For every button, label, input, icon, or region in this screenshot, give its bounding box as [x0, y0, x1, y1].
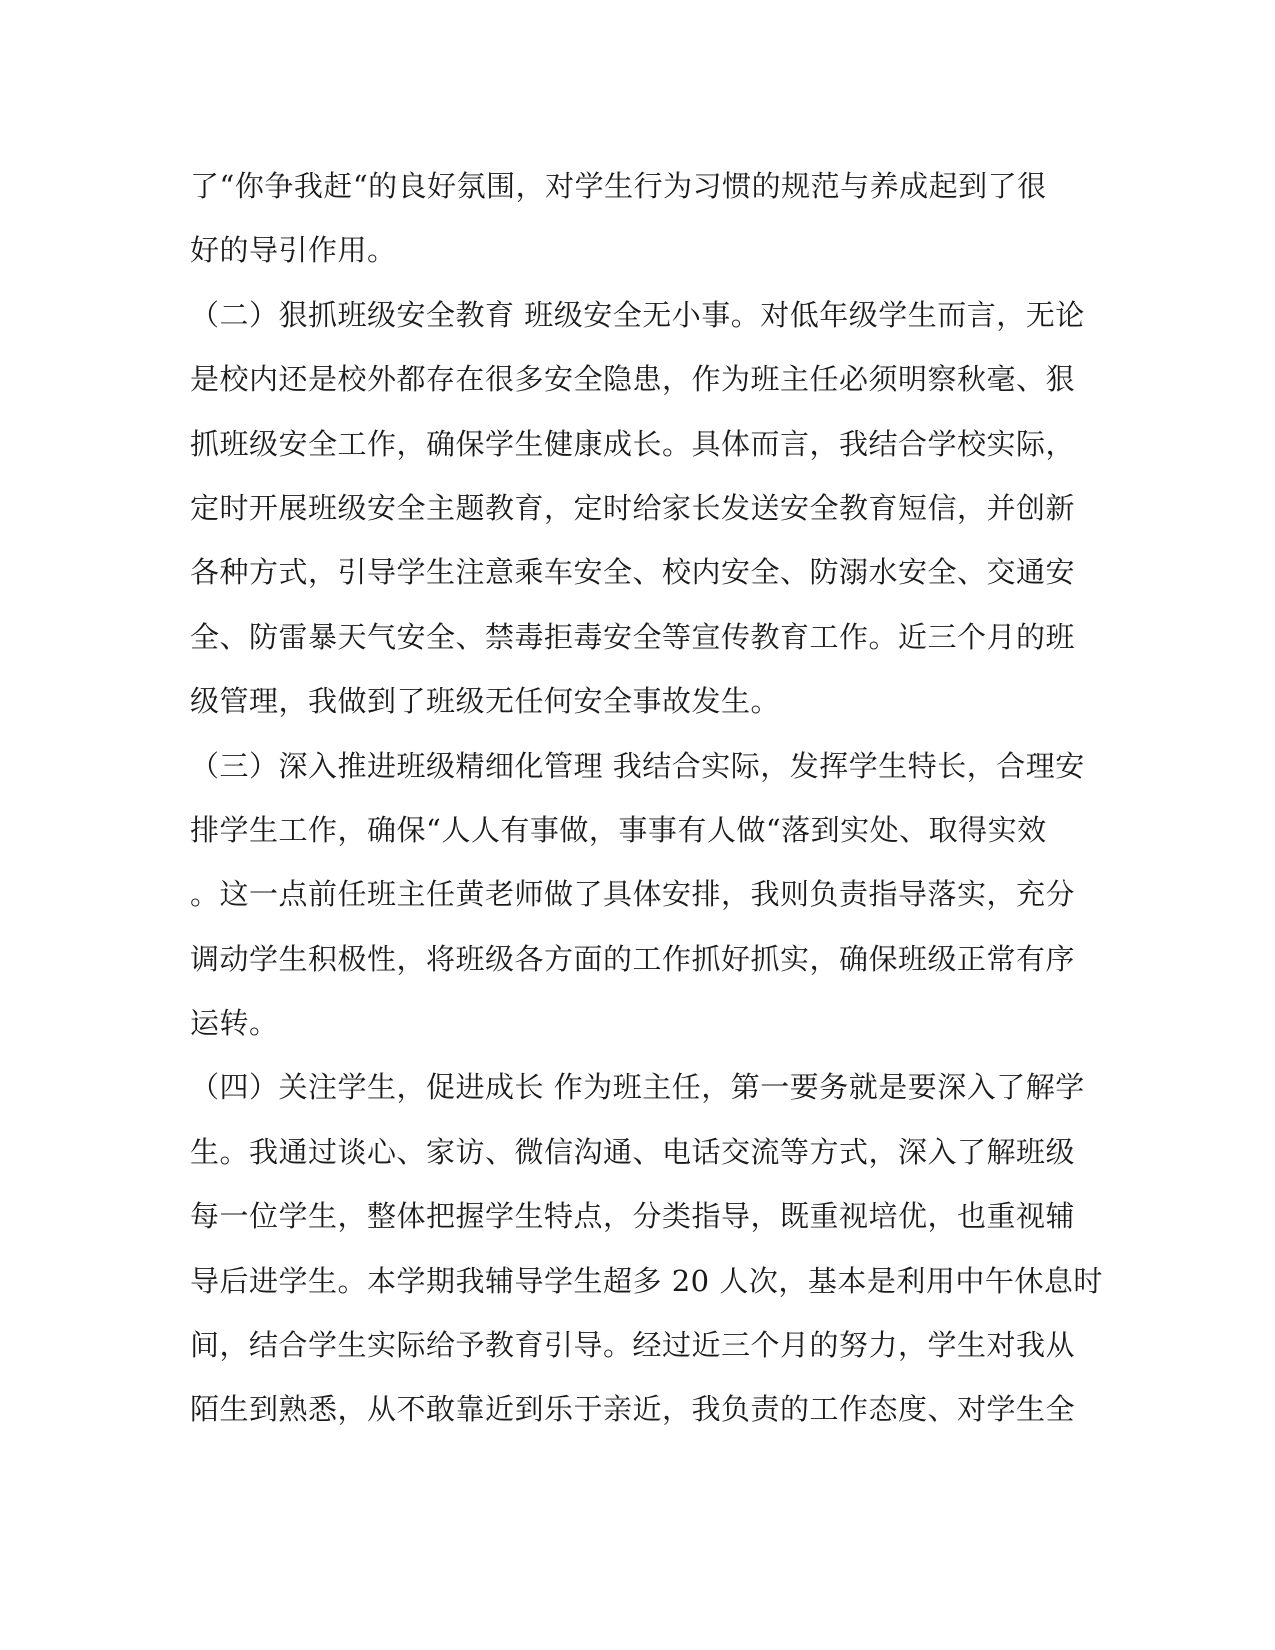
section-heading-3: （三）深入推进班级精细化管理 我结合实际，发挥学生特长，合理安 — [190, 748, 1085, 783]
text-line-6: 定时开展班级安全主题教育，定时给家长发送安全教育短信，并创新 — [190, 490, 1076, 525]
text-line-7: 各种方式，引导学生注意乘车安全、校内安全、防溺水安全、交通安 — [190, 555, 1076, 590]
text-line-16: 生。我通过谈心、家访、微信沟通、电话交流等方式，深入了解班级 — [190, 1134, 1076, 1169]
text-line-5: 抓班级安全工作，确保学生健康成长。具体而言，我结合学校实际， — [190, 426, 1076, 461]
text-line-4: 是校内还是校外都存在很多安全隐患，作为班主任必须明察秋毫、狠 — [190, 362, 1076, 397]
text-line-1: 了“你争我赶“的良好氛围，对学生行为习惯的规范与养成起到了很 — [190, 169, 1047, 203]
text-line-9: 级管理，我做到了班级无任何安全事故发生。 — [190, 684, 781, 719]
text-line-12: 。这一点前任班主任黄老师做了具体安排，我则负责指导落实，充分 — [190, 877, 1076, 912]
section-heading-4: （四）关注学生，促进成长 作为班主任，第一要务就是要深入了解学 — [190, 1070, 1085, 1105]
text-line-20: 陌生到熟悉，从不敢靠近到乐于亲近，我负责的工作态度、对学生全 — [190, 1392, 1076, 1427]
text-line-17: 每一位学生，整体把握学生特点，分类指导，既重视培优，也重视辅 — [190, 1199, 1076, 1234]
text-line-18: 导后进学生。本学期我辅导学生超多 20 人次，基本是利用中午休息时 — [190, 1263, 1103, 1298]
text-line-14: 运转。 — [190, 1006, 279, 1041]
text-line-2: 好的导引作用。 — [190, 233, 397, 268]
text-line-11: 排学生工作，确保“人人有事做，事事有人做“落到实处、取得实效 — [190, 812, 1047, 847]
body-text — [190, 154, 1103, 1442]
text-line-19: 间，结合学生实际给予教育引导。经过近三个月的努力，学生对我从 — [190, 1328, 1076, 1363]
section-heading-2: （二）狠抓班级安全教育 班级安全无小事。对低年级学生而言，无论 — [190, 297, 1085, 332]
text-line-13: 调动学生积极性，将班级各方面的工作抓好抓实，确保班级正常有序 — [190, 941, 1076, 976]
text-line-8: 全、防雷暴天气安全、禁毒拒毒安全等宣传教育工作。近三个月的班 — [190, 619, 1076, 654]
